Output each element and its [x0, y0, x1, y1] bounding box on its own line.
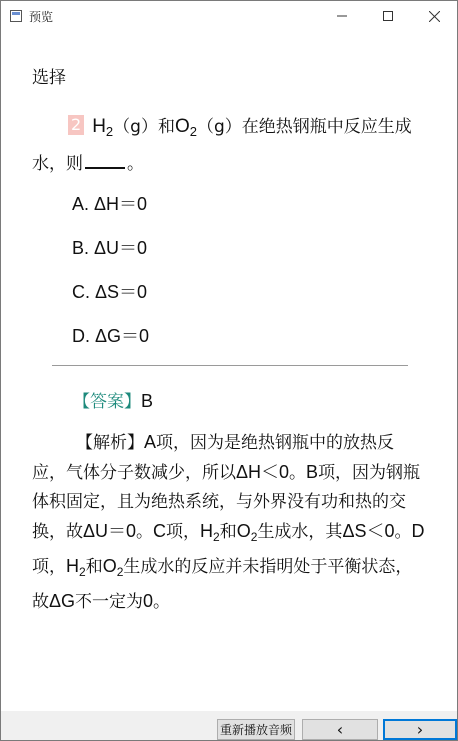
formula-h: $H_2$: [92, 116, 114, 139]
option-c[interactable]: C. ΔS＝0: [72, 282, 148, 302]
replay-audio-button[interactable]: 重新播放音频: [217, 719, 295, 740]
question-text: （g）在绝热钢瓶中反应生成水，则: [32, 117, 412, 174]
question-stem: [32, 111, 427, 180]
question-text: 。: [127, 154, 144, 174]
close-icon: [429, 11, 440, 22]
maximize-icon: [383, 11, 393, 21]
option-d[interactable]: D. ΔG＝0: [72, 326, 150, 346]
answer-line: [73, 387, 153, 412]
answer-tag: 【答案】: [73, 392, 141, 412]
window-title: 预览: [29, 10, 54, 24]
section-title: 选择: [32, 68, 66, 88]
answer-blank: [85, 153, 125, 169]
divider: [52, 365, 408, 366]
close-button[interactable]: [411, 1, 457, 31]
analysis-text: 【解析】A项，因为是绝热钢瓶中的放热反应，气体分子数减少，所以ΔH＜0。B项，因为钢瓶体积固定，且为绝热系统，与外界没有功和热的交换，故ΔU＝0。C项，$H_2$和$O_2$生成水，其ΔS＜0。D项，$H_2$和$O_2$生成水的反应并未指明处于平衡状态，故ΔG不一定为0。: [32, 432, 425, 612]
answer-value: B: [141, 391, 154, 411]
question-text: （g）和: [113, 117, 175, 137]
minimize-icon: [337, 11, 347, 21]
minimize-button[interactable]: [319, 1, 365, 31]
option-b[interactable]: B. ΔU＝0: [72, 238, 148, 258]
title-bar[interactable]: [1, 1, 457, 31]
next-button[interactable]: ›: [383, 719, 457, 740]
question-number-badge: 2: [68, 115, 84, 135]
option-a[interactable]: A. ΔH＝0: [72, 194, 148, 214]
prev-button[interactable]: ‹: [302, 719, 378, 740]
app-icon: [10, 10, 22, 22]
formula-o: $O_2$: [174, 116, 197, 139]
maximize-button[interactable]: [365, 1, 411, 31]
content-area: [1, 31, 457, 711]
bottom-toolbar: [1, 711, 457, 740]
